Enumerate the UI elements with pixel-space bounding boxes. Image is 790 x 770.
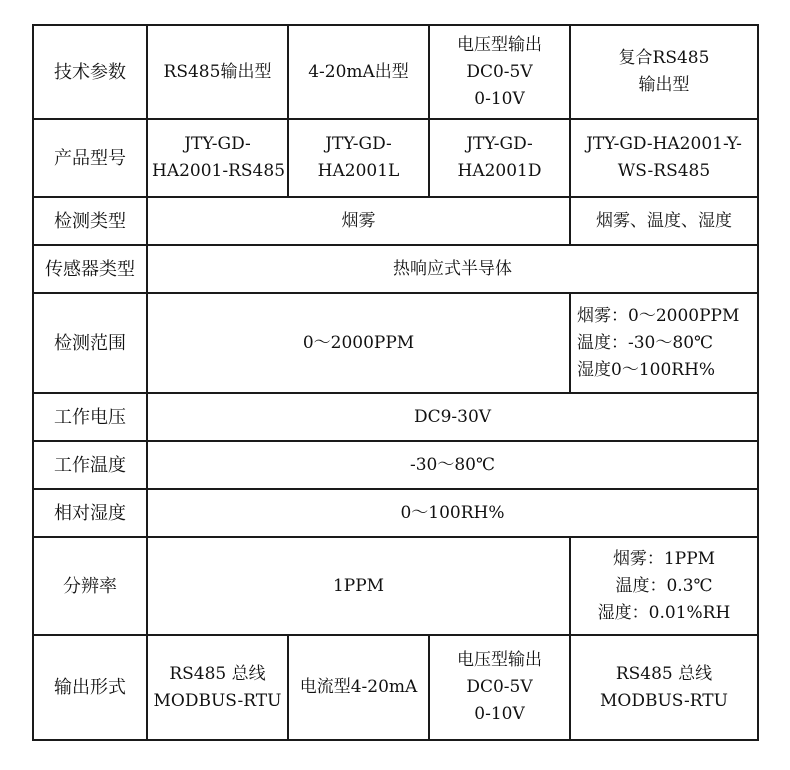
output-voltage (429, 635, 570, 740)
output-voltage-line-3: 0-10V (474, 704, 525, 724)
row-resolution (33, 537, 758, 635)
detect-range-humidity: 湿度0～100RH% (577, 359, 716, 380)
tech-params-label: 技术参数 (33, 25, 147, 119)
row-product-model (33, 119, 758, 197)
output-composite (570, 635, 758, 740)
detect-range-smoke: 烟雾：0～2000PPM (577, 305, 740, 326)
relative-humidity-label: 相对湿度 (33, 489, 147, 537)
sensor-type-main: 热响应式半导体 (147, 245, 758, 293)
model-composite-line-2: WS-RS485 (617, 161, 711, 181)
work-temp-main: -30～80℃ (147, 441, 758, 489)
model-4-20ma (288, 119, 429, 197)
resolution-composite (570, 537, 758, 635)
row-detect-type (33, 197, 758, 245)
tech-voltage (429, 25, 570, 119)
model-rs485-line-2: HA2001-RS485 (152, 161, 286, 181)
row-tech-params (33, 25, 758, 119)
resolution-smoke: 烟雾：1PPM (612, 548, 716, 569)
row-detect-range (33, 293, 758, 393)
row-work-temp (33, 441, 758, 489)
tech-4-20ma: 4-20mA出型 (288, 25, 429, 119)
product-model-label: 产品型号 (33, 119, 147, 197)
tech-voltage-line-3: 0-10V (474, 88, 525, 109)
output-form-label: 输出形式 (33, 635, 147, 740)
tech-composite-line-1: 复合RS485 (618, 48, 710, 68)
detect-range-temp: 温度：-30～80℃ (577, 332, 714, 353)
relative-humidity-main: 0～100RH% (147, 489, 758, 537)
output-voltage-line-1: 电压型输出 (457, 650, 542, 670)
output-rs485-line-2: MODBUS-RTU (153, 690, 282, 711)
output-rs485-line-1: RS485 总线 (169, 663, 266, 684)
work-temp-label: 工作温度 (33, 441, 147, 489)
resolution-temp: 温度：0.3℃ (615, 575, 713, 596)
detect-type-main: 烟雾 (147, 197, 570, 245)
row-work-voltage (33, 393, 758, 441)
row-relative-humidity (33, 489, 758, 537)
detect-type-label: 检测类型 (33, 197, 147, 245)
tech-composite-line-2: 输出型 (638, 75, 690, 95)
spec-table (32, 24, 759, 741)
detect-range-main: 0～2000PPM (147, 293, 570, 393)
tech-composite (570, 25, 758, 119)
detect-type-composite: 烟雾、温度、湿度 (570, 197, 758, 245)
work-voltage-label: 工作电压 (33, 393, 147, 441)
row-sensor-type (33, 245, 758, 293)
sensor-type-label: 传感器类型 (33, 245, 147, 293)
model-rs485-line-1: JTY-GD- (184, 134, 251, 154)
work-voltage-main: DC9-30V (147, 393, 758, 441)
model-voltage-line-2: HA2001D (457, 161, 542, 181)
model-4-20ma-line-1: JTY-GD- (325, 134, 392, 154)
tech-voltage-line-1: 电压型输出 (457, 34, 542, 55)
model-voltage-line-1: JTY-GD- (466, 134, 533, 154)
output-composite-line-1: RS485 总线 (615, 663, 713, 684)
resolution-humidity: 湿度：0.01%RH (597, 602, 731, 623)
resolution-main: 1PPM (147, 537, 570, 635)
output-rs485 (147, 635, 288, 740)
resolution-label: 分辨率 (33, 537, 147, 635)
model-composite (570, 119, 758, 197)
output-current: 电流型4-20mA (288, 635, 429, 740)
model-4-20ma-line-2: HA2001L (317, 161, 400, 181)
model-rs485 (147, 119, 288, 197)
row-output-form (33, 635, 758, 740)
detect-range-composite (570, 293, 758, 393)
tech-rs485: RS485输出型 (147, 25, 288, 119)
model-voltage (429, 119, 570, 197)
model-composite-line-1: JTY-GD-HA2001-Y- (586, 134, 742, 154)
detect-range-label: 检测范围 (33, 293, 147, 393)
output-voltage-line-2: DC0-5V (466, 677, 533, 697)
tech-voltage-line-2: DC0-5V (466, 61, 533, 82)
output-composite-line-2: MODBUS-RTU (600, 690, 728, 711)
